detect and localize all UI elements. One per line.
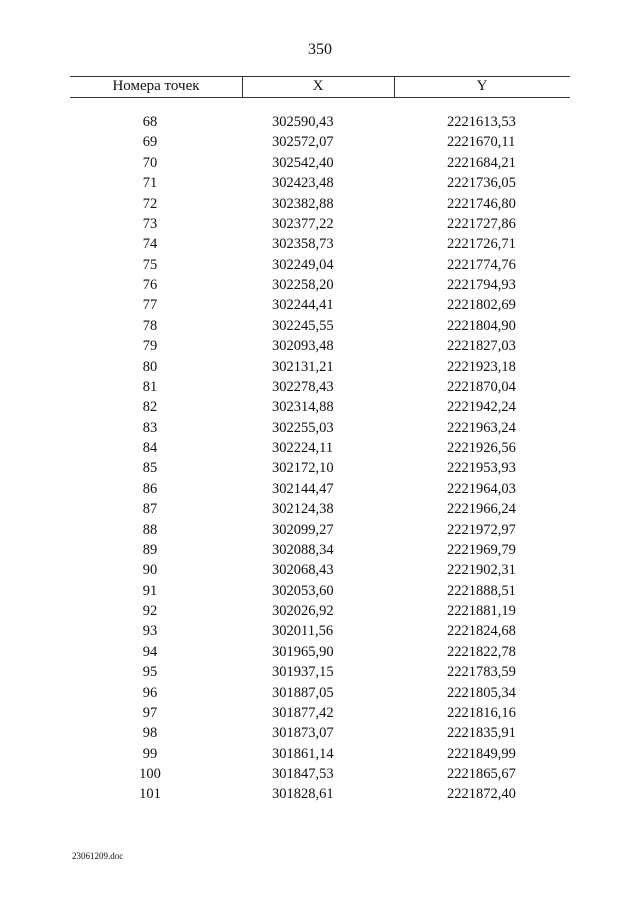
point-number-cell: 73 — [142, 215, 158, 232]
table-row — [70, 438, 570, 458]
table-row — [70, 275, 570, 295]
y-coordinate-cell: 2221827,03 — [447, 338, 516, 355]
y-coordinate-cell: 2221942,24 — [447, 399, 516, 416]
x-coordinate-cell: 302358,73 — [272, 236, 334, 253]
point-number-cell: 94 — [142, 643, 158, 660]
point-number-cell: 99 — [142, 745, 158, 762]
y-coordinate-cell: 2221923,18 — [447, 358, 516, 375]
y-coordinate-cell: 2221888,51 — [447, 582, 516, 599]
y-coordinate-cell: 2221822,78 — [447, 643, 516, 660]
x-coordinate-cell: 302099,27 — [272, 521, 334, 538]
point-number-cell: 101 — [139, 786, 161, 803]
y-coordinate-cell: 2221902,31 — [447, 562, 516, 579]
table-row — [70, 723, 570, 743]
point-number-cell: 76 — [142, 277, 158, 293]
y-coordinate-cell: 2221794,93 — [447, 277, 516, 293]
x-coordinate-cell: 301887,05 — [272, 684, 334, 701]
y-coordinate-cell: 2221684,21 — [447, 154, 516, 171]
y-coordinate-cell: 2221746,80 — [447, 195, 516, 212]
point-number-cell: 68 — [142, 114, 158, 130]
point-number-cell: 92 — [142, 603, 158, 619]
table-row — [70, 744, 570, 764]
y-coordinate-cell: 2221870,04 — [447, 378, 516, 395]
y-coordinate-cell: 2221835,91 — [447, 725, 516, 742]
footer-filename: 23061209.doc — [72, 851, 124, 861]
point-number-cell: 89 — [142, 541, 158, 558]
table-row — [70, 255, 570, 275]
table-row — [70, 662, 570, 682]
x-coordinate-cell: 302131,21 — [272, 358, 334, 375]
table-row — [70, 601, 570, 621]
point-number-cell: 95 — [142, 664, 158, 681]
y-coordinate-cell: 2221774,76 — [447, 256, 516, 273]
point-number-cell: 79 — [142, 338, 158, 355]
x-coordinate-cell: 302258,20 — [272, 277, 334, 293]
y-coordinate-cell: 2221966,24 — [447, 501, 516, 518]
x-coordinate-cell: 302172,10 — [272, 460, 334, 477]
y-coordinate-cell: 2221613,53 — [447, 114, 516, 130]
x-coordinate-cell: 302382,88 — [272, 195, 334, 212]
table-row — [70, 397, 570, 417]
point-number-cell: 86 — [142, 480, 158, 497]
table-row — [70, 316, 570, 336]
point-number-cell: 80 — [142, 358, 158, 375]
y-coordinate-cell: 2221953,93 — [447, 460, 516, 477]
table-row — [70, 458, 570, 478]
point-number-cell: 78 — [142, 317, 158, 334]
point-number-cell: 85 — [142, 460, 158, 477]
y-coordinate-cell: 2221969,79 — [447, 541, 516, 558]
table-row — [70, 642, 570, 662]
x-coordinate-cell: 302224,11 — [272, 440, 334, 456]
point-number-cell: 77 — [142, 297, 158, 314]
point-number-cell: 96 — [142, 684, 158, 701]
table-row — [70, 132, 570, 152]
x-coordinate-cell: 302590,43 — [272, 114, 334, 130]
x-coordinate-cell: 302088,34 — [272, 541, 334, 558]
column-header-point-number: Номера точек — [112, 78, 200, 94]
table-row — [70, 540, 570, 560]
point-number-cell: 83 — [142, 419, 158, 436]
table-row — [70, 214, 570, 234]
x-coordinate-cell: 302249,04 — [272, 256, 334, 273]
x-coordinate-cell: 301937,15 — [272, 664, 334, 681]
table-row — [70, 194, 570, 214]
table-row — [70, 520, 570, 540]
y-coordinate-cell: 2221872,40 — [447, 786, 516, 803]
x-coordinate-cell: 302278,43 — [272, 378, 334, 395]
point-number-cell: 88 — [142, 521, 158, 538]
y-coordinate-cell: 2221736,05 — [447, 175, 516, 192]
point-number-cell: 69 — [142, 134, 158, 151]
table-row — [70, 560, 570, 580]
y-coordinate-cell: 2221881,19 — [447, 603, 516, 619]
table-row — [70, 479, 570, 499]
y-coordinate-cell: 2221964,03 — [447, 480, 516, 497]
table-row — [70, 621, 570, 641]
x-coordinate-cell: 302026,92 — [272, 603, 334, 619]
point-number-cell: 82 — [142, 399, 158, 416]
point-number-cell: 98 — [142, 725, 158, 742]
y-coordinate-cell: 2221972,97 — [447, 521, 516, 538]
x-coordinate-cell: 302255,03 — [272, 419, 334, 436]
x-coordinate-cell: 302314,88 — [272, 399, 334, 416]
point-number-cell: 74 — [142, 236, 158, 253]
y-coordinate-cell: 2221824,68 — [447, 623, 516, 640]
table-row — [70, 784, 570, 804]
point-number-cell: 84 — [142, 440, 158, 456]
y-coordinate-cell: 2221670,11 — [447, 134, 516, 151]
x-coordinate-cell: 302053,60 — [272, 582, 334, 599]
table-row — [70, 336, 570, 356]
y-coordinate-cell: 2221726,71 — [447, 236, 516, 253]
point-number-cell: 91 — [142, 582, 158, 599]
x-coordinate-cell: 301847,53 — [272, 766, 334, 782]
point-number-cell: 97 — [142, 704, 158, 721]
table-row — [70, 153, 570, 173]
point-number-cell: 75 — [142, 256, 158, 273]
point-number-cell: 87 — [142, 501, 158, 518]
y-coordinate-cell: 2221727,86 — [447, 215, 516, 232]
point-number-cell: 71 — [142, 175, 158, 192]
y-coordinate-cell: 2221802,69 — [447, 297, 516, 314]
table-row — [70, 764, 570, 784]
x-coordinate-cell: 301861,14 — [272, 745, 334, 762]
table-row — [70, 357, 570, 377]
x-coordinate-cell: 302245,55 — [272, 317, 334, 334]
table-row — [70, 418, 570, 438]
x-coordinate-cell: 302377,22 — [272, 215, 334, 232]
point-number-cell: 72 — [142, 195, 158, 212]
page-number: 350 — [308, 41, 332, 58]
y-coordinate-cell: 2221804,90 — [447, 317, 516, 334]
x-coordinate-cell: 302068,43 — [272, 562, 334, 579]
x-coordinate-cell: 302423,48 — [272, 175, 334, 192]
point-number-cell: 100 — [139, 766, 161, 782]
y-coordinate-cell: 2221926,56 — [447, 440, 516, 456]
y-coordinate-cell: 2221849,99 — [447, 745, 516, 762]
table-row — [70, 703, 570, 723]
x-coordinate-cell: 302542,40 — [272, 154, 334, 171]
table-row — [70, 683, 570, 703]
point-number-cell: 90 — [142, 562, 158, 579]
y-coordinate-cell: 2221865,67 — [447, 766, 516, 782]
x-coordinate-cell: 302572,07 — [272, 134, 334, 151]
table-header — [70, 76, 570, 98]
column-header-x: X — [312, 78, 324, 94]
x-coordinate-cell: 301877,42 — [272, 704, 334, 721]
table-row — [70, 499, 570, 519]
column-header-y: Y — [476, 78, 488, 94]
y-coordinate-cell: 2221963,24 — [447, 419, 516, 436]
x-coordinate-cell: 302144,47 — [272, 480, 334, 497]
x-coordinate-cell: 302124,38 — [272, 501, 334, 518]
x-coordinate-cell: 302244,41 — [272, 297, 334, 314]
table-row — [70, 295, 570, 315]
table-row — [70, 581, 570, 601]
table-row — [70, 377, 570, 397]
table-row — [70, 234, 570, 254]
point-number-cell: 81 — [142, 378, 158, 395]
x-coordinate-cell: 301965,90 — [272, 643, 334, 660]
y-coordinate-cell: 2221783,59 — [447, 664, 516, 681]
x-coordinate-cell: 302093,48 — [272, 338, 334, 355]
point-number-cell: 93 — [142, 623, 158, 640]
x-coordinate-cell: 301873,07 — [272, 725, 334, 742]
coordinates-table-body — [70, 112, 570, 805]
y-coordinate-cell: 2221816,16 — [447, 704, 516, 721]
y-coordinate-cell: 2221805,34 — [447, 684, 516, 701]
x-coordinate-cell: 301828,61 — [272, 786, 334, 803]
table-row — [70, 112, 570, 132]
table-row — [70, 173, 570, 193]
x-coordinate-cell: 302011,56 — [272, 623, 334, 640]
point-number-cell: 70 — [142, 154, 158, 171]
